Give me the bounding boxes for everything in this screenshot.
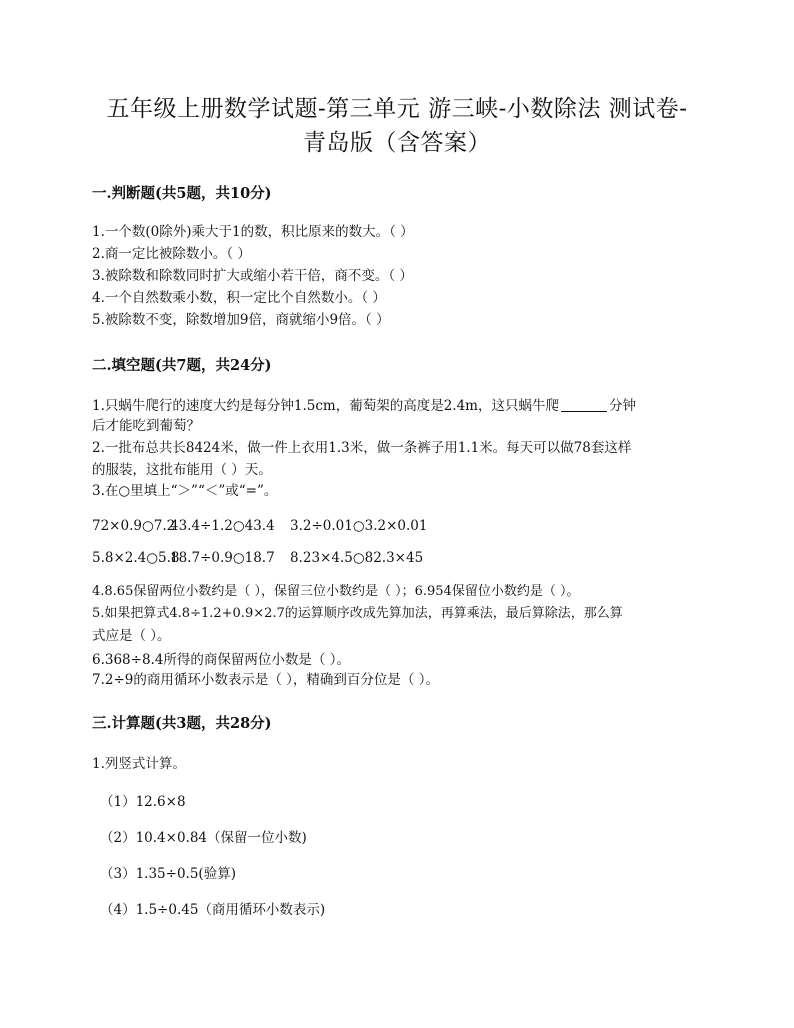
judgement-item-4: 4.一个自然数乘小数，积一定比个自然数小。（ ） bbox=[92, 290, 386, 306]
section-heading-calculation: 三.计算题(共3题，共28分) bbox=[92, 715, 272, 732]
compare-expr: 18.7÷0.9○18.7 bbox=[170, 550, 275, 566]
fill-q7: 7.2÷9的商用循环小数表示是（ ），精确到百分位是（ ）。 bbox=[92, 672, 439, 688]
judgement-item-3: 3.被除数和除数同时扩大或缩小若干倍，商不变。（ ） bbox=[92, 268, 413, 284]
title-line-2: 青岛版（含答案） bbox=[303, 130, 491, 156]
compare-expr: 43.4÷1.2○43.4 bbox=[170, 518, 275, 534]
compare-expr: 3.2÷0.01○3.2×0.01 bbox=[290, 518, 428, 534]
calc-sub-4: （4）1.5÷0.45（商用循环小数表示) bbox=[100, 902, 326, 918]
fill-q1-line-2: 后才能吃到葡萄？ bbox=[92, 418, 200, 434]
compare-expr: 72×0.9○7.2 bbox=[92, 518, 176, 534]
fill-q5-line-1: 5.如果把算式4.8÷1.2+0.9×2.7的运算顺序改成先算加法，再算乘法，最后算除法，那么算 bbox=[92, 606, 623, 621]
fill-q2-line-1: 2.一批布总共长8424米，做一件上衣用1.3米，做一条裤子用1.1米。每天可以做78套这样 bbox=[92, 440, 632, 456]
title-line-1: 五年级上册数学试题-第三单元 游三峡-小数除法 测试卷- bbox=[106, 96, 688, 122]
fill-q4: 4.8.65保留两位小数约是（ ），保留三位小数约是（ ）；6.954保留位小数约是（ ）。 bbox=[92, 584, 580, 599]
judgement-item-5: 5.被除数不变，除数增加9倍，商就缩小9倍。（ ） bbox=[92, 312, 390, 328]
section-heading-judgement: 一.判断题(共5题，共10分) bbox=[92, 185, 272, 202]
fill-q2-line-2: 的服装，这批布能用（ ）天。 bbox=[92, 462, 272, 478]
fill-q1-line-1 bbox=[92, 396, 636, 416]
compare-expr: 5.8×2.4○5.8 bbox=[92, 550, 180, 566]
section-heading-fill-in: 二.填空题(共7题，共24分) bbox=[92, 357, 272, 374]
fill-q6: 6.368÷8.4所得的商保留两位小数是（ ）。 bbox=[92, 652, 350, 668]
judgement-item-1: 1.一个数(0除外)乘大于1的数，积比原来的数大。（ ） bbox=[92, 224, 414, 240]
fill-q5-line-2: 式应是（ ）。 bbox=[92, 628, 171, 644]
calc-q1: 1.列竖式计算。 bbox=[92, 756, 186, 772]
fill-q3: 3.在○里填上“＞”“＜”或“=”。 bbox=[92, 483, 278, 499]
compare-row-2 bbox=[92, 548, 423, 568]
calc-sub-1: （1）12.6×8 bbox=[100, 794, 186, 810]
judgement-item-2: 2.商一定比被除数小。（ ） bbox=[92, 246, 251, 262]
fill-q1-text-a: 1.只蜗牛爬行的速度大约是每分钟1.5cm，葡萄架的高度是2.4m，这只蜗牛爬 bbox=[92, 398, 559, 414]
fill-q1-text-b: 分钟 bbox=[608, 398, 636, 414]
calc-sub-3: （3）1.35÷0.5(验算) bbox=[100, 866, 236, 882]
compare-row-1 bbox=[92, 516, 427, 536]
calc-sub-2: （2）10.4×0.84（保留一位小数) bbox=[100, 830, 307, 846]
answer-blank bbox=[561, 397, 607, 412]
compare-expr: 8.23×4.5○82.3×45 bbox=[290, 550, 424, 566]
